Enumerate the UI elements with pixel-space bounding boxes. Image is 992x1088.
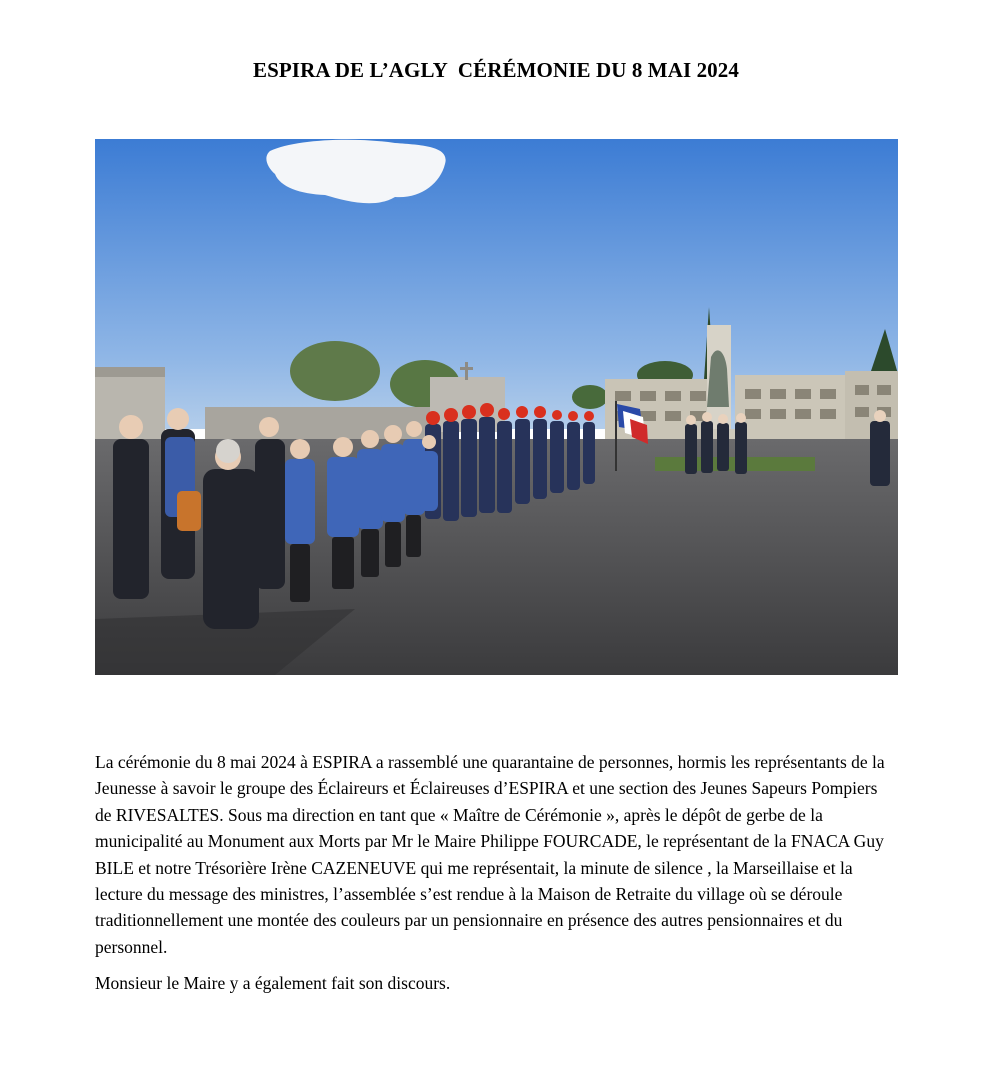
paragraph: Monsieur le Maire y a également fait son discours. [95,973,451,994]
body-text [95,749,895,997]
page-title: ESPIRA DE L’AGLY CÉRÉMONIE DU 8 MAI 2024 [252,58,739,82]
paragraph: La cérémonie du 8 mai 2024 à ESPIRA a rassemblé une quarantaine de personnes, hormis les représentants de la Jeunesse à savoir le groupe des Éclaireurs et Éclaireuses d’ESPIRA et une section des Jeunes Sapeurs Pompiers de RIVESALTES. Sous ma direction en tant que « Maître de Cérémonie », après le dépôt de gerbe de la municipalité au Monument aux Morts par Mr le Maire Philippe FOURCADE, le représentant de la FNACA Guy BILE et notre Trésorière Irène CAZENEUVE qui me représentait, la minute de silence , la Marseillaise et la lecture du message des ministres, l’assemblée s’est rendue à la Maison de Retraite du village où se déroule traditionnellement une montée des couleurs par un pensionnaire en présence des autres pensionnaires et du personnel. [95,752,885,957]
ceremony-photo [95,139,898,675]
